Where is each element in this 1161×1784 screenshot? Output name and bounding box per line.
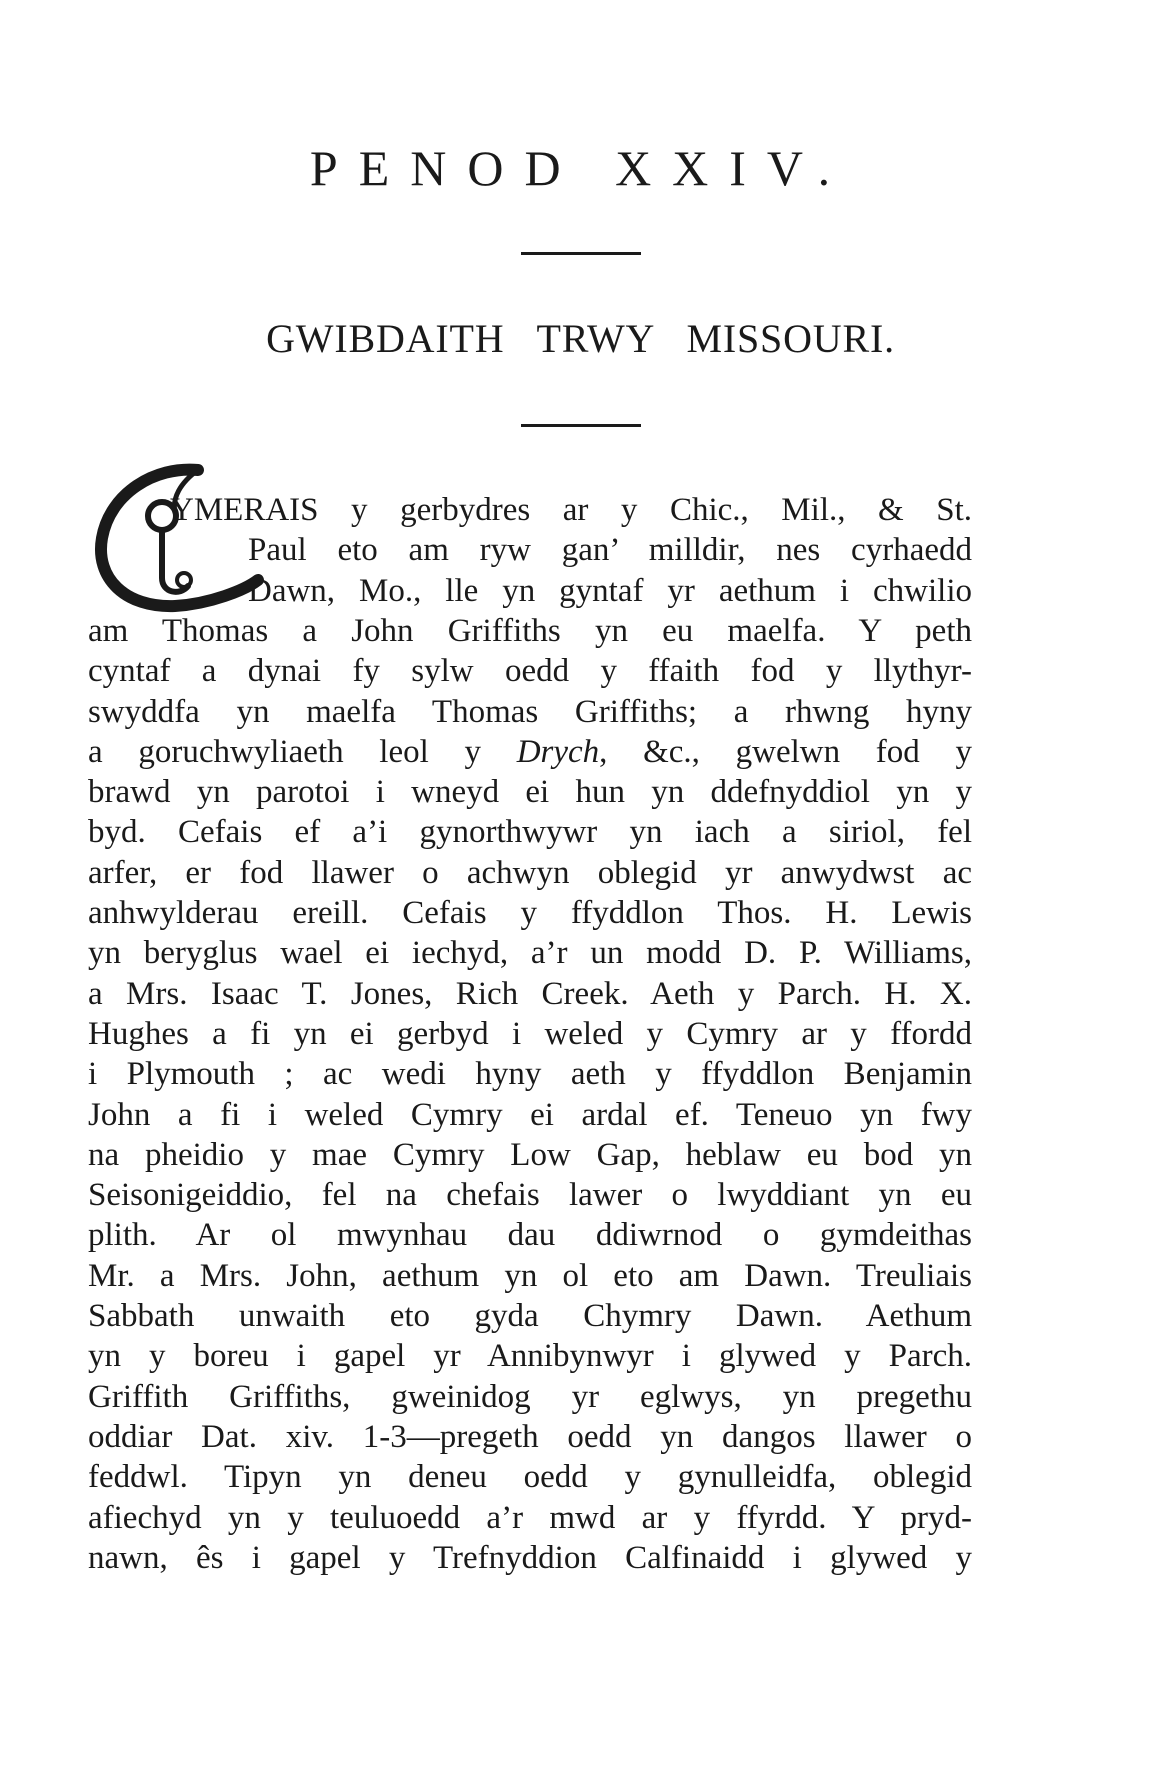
chapter-title: PENOD XXIV. <box>309 140 852 196</box>
text-line: Seisonigeiddio, fel na chefais lawer o lwyddiant yn eu <box>88 1177 972 1214</box>
text-line: Dawn, Mo., lle yn gyntaf yr aethum i chwilio <box>248 572 972 609</box>
text-line: am Thomas a John Griffiths yn eu maelfa. Y peth <box>88 612 972 649</box>
text-line: feddwl. Tipyn yn deneu oedd y gynulleidfa, oblegid <box>88 1459 972 1496</box>
title-rule-bottom <box>521 424 641 427</box>
text-line: YMERAIS y gerbydres ar y Chic., Mil., & St. <box>170 492 972 528</box>
text-line: Sabbath unwaith eto gyda Chymry Dawn. Aethum <box>88 1298 972 1334</box>
text-line: afiechyd yn y teuluoedd a’r mwd ar y ffyrdd. Y pryd- <box>88 1499 972 1536</box>
text-line: arfer, er fod llawer o achwyn oblegid yr anwydwst ac <box>88 854 972 891</box>
text-line: Hughes a fi yn ei gerbyd i weled y Cymry ar y ffordd <box>88 1015 972 1052</box>
drop-cap-letter: C <box>80 458 81 459</box>
text-line: swyddfa yn maelfa Thomas Griffiths; a rhwng hyny <box>88 693 972 730</box>
text-line: yn y boreu i gapel yr Annibynwyr i glywed y Parch. <box>88 1338 972 1375</box>
text-line: yn beryglus wael ei iechyd, a’r un modd D. P. Williams, <box>88 935 972 972</box>
text-line: Mr. a Mrs. John, aethum yn ol eto am Dawn. Treuliais <box>88 1257 972 1294</box>
section-title: GWIBDAITH TRWY MISSOURI. <box>266 316 895 361</box>
text-line: John a fi i weled Cymry ei ardal ef. Teneuo yn fwy <box>88 1096 972 1133</box>
title-rule-top <box>521 252 641 255</box>
text-line: Paul eto am ryw gan’ milldir, nes cyrhaedd <box>248 532 972 569</box>
text-line: plith. Ar ol mwynhau dau ddiwrnod o gymdeithas <box>88 1217 972 1254</box>
text-line: byd. Cefais ef a’i gynorthwywr yn iach a siriol, fel <box>88 814 972 851</box>
text-line: cyntaf a dynai fy sylw oedd y ffaith fod y llythyr- <box>88 653 972 690</box>
text-line: oddiar Dat. xiv. 1-3—pregeth oedd yn dangos llawer o <box>88 1418 972 1455</box>
text-line: anhwylderau ereill. Cefais y ffyddlon Thos. H. Lewis <box>88 895 972 931</box>
text-line: nawn, ês i gapel y Trefnyddion Calfinaidd i glywed y <box>88 1539 972 1576</box>
text-line: na pheidio y mae Cymry Low Gap, heblaw eu bod yn <box>88 1136 972 1173</box>
text-line: i Plymouth ; ac wedi hyny aeth y ffyddlon Benjamin <box>88 1056 972 1093</box>
text-line: brawd yn parotoi i wneyd ei hun yn ddefnyddiol yn y <box>88 774 972 811</box>
text-line: a goruchwyliaeth leol y Drych, &c., gwelwn fod y <box>88 733 972 770</box>
text-line: Griffith Griffiths, gweinidog yr eglwys, yn pregethu <box>88 1378 972 1415</box>
text-line: a Mrs. Isaac T. Jones, Rich Creek. Aeth y Parch. H. X. <box>88 975 972 1012</box>
